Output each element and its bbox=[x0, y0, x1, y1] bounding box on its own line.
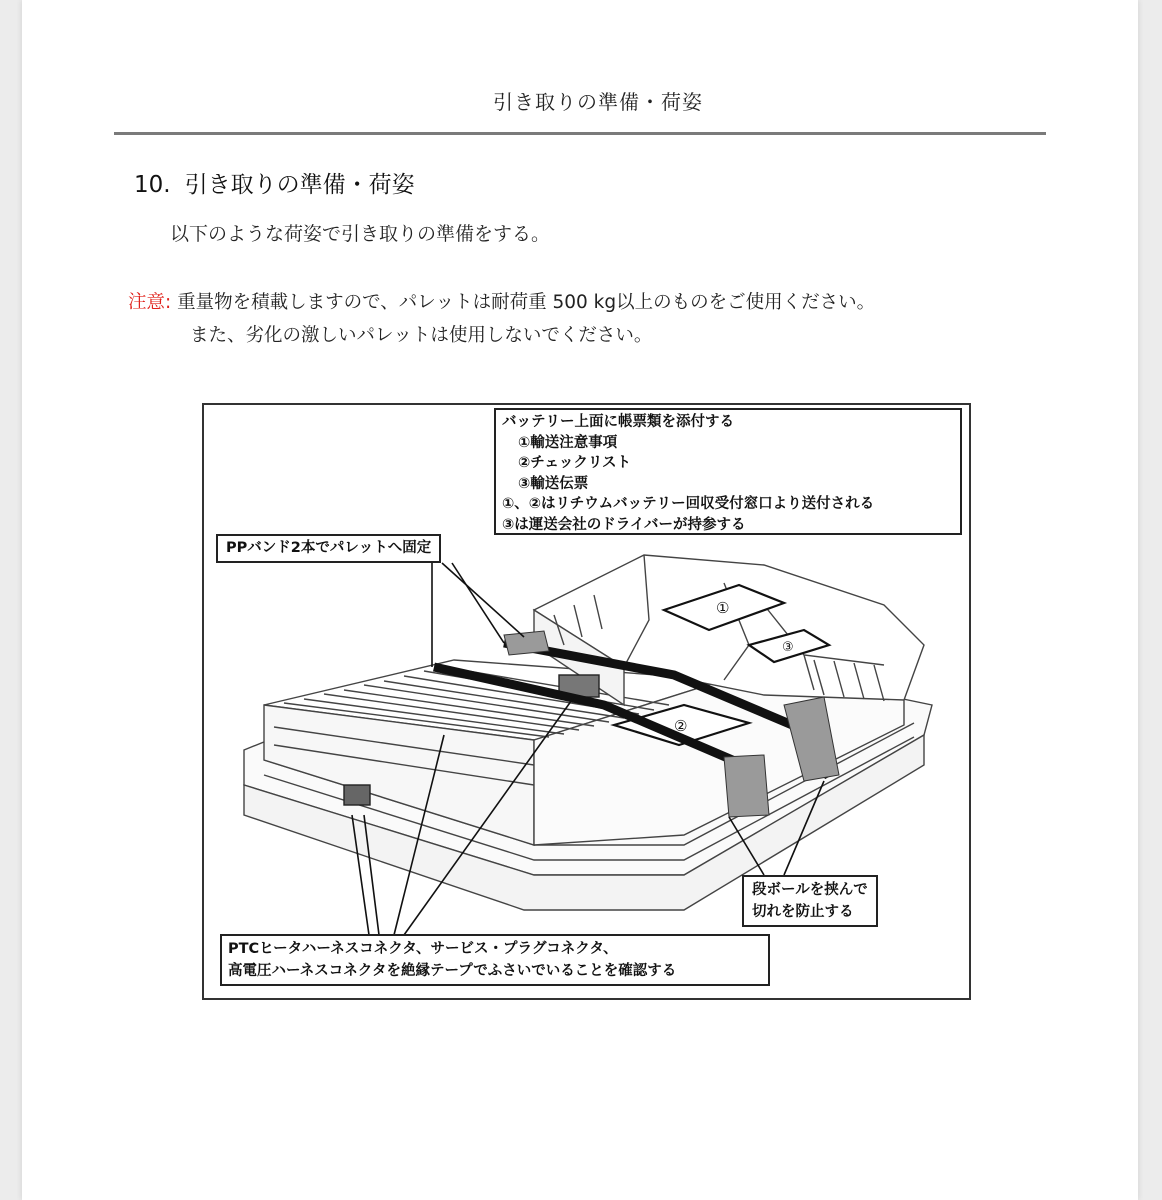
documents-note-2: ③は運送会社のドライバーが持参する bbox=[502, 516, 746, 533]
documents-callout-title: バッテリー上面に帳票類を添付する bbox=[502, 414, 734, 430]
doc-label-3: ③ bbox=[782, 640, 794, 655]
connector-callout bbox=[220, 934, 770, 986]
caution-note bbox=[128, 286, 875, 352]
doc-label-2: ② bbox=[674, 717, 688, 735]
connector-callout-line-1: PTCヒータハーネスコネクタ、サービス・プラグコネクタ、 bbox=[228, 941, 618, 957]
documents-callout bbox=[494, 408, 962, 535]
cardboard-callout-line-1: 段ボールを挟んで bbox=[752, 882, 868, 898]
cardboard-callout bbox=[742, 875, 878, 927]
running-header: 引き取りの準備・荷姿 bbox=[493, 90, 703, 114]
section-number: 10. bbox=[134, 172, 171, 198]
caution-label: 注意: bbox=[128, 292, 172, 313]
document-page bbox=[22, 0, 1138, 1200]
documents-item-3: ③輸送伝票 bbox=[518, 475, 589, 492]
battery-packing-figure bbox=[202, 403, 971, 1000]
documents-note-1: ①、②はリチウムバッテリー回収受付窓口より送付される bbox=[502, 496, 875, 512]
documents-item-1: ①輸送注意事項 bbox=[518, 434, 618, 451]
connector-callout-line-2: 高電圧ハーネスコネクタを絶縁テープでふさいでいることを確認する bbox=[228, 963, 677, 979]
header-divider bbox=[114, 132, 1046, 135]
pp-band-callout: PPバンド2本でパレットへ固定 bbox=[216, 534, 441, 563]
cardboard-callout-line-2: 切れを防止する bbox=[752, 904, 854, 920]
intro-text: 以下のような荷姿で引き取りの準備をする。 bbox=[170, 223, 551, 245]
section-title-text: 引き取りの準備・荷姿 bbox=[184, 172, 415, 198]
doc-label-1: ① bbox=[716, 599, 730, 617]
caution-line-1: 重量物を積載しますので、パレットは耐荷重 500 kg以上のものをご使用ください。 bbox=[177, 292, 876, 313]
documents-item-2: ②チェックリスト bbox=[518, 455, 632, 471]
caution-line-2: また、劣化の激しいパレットは使用しないでください。 bbox=[190, 325, 653, 346]
section-title bbox=[134, 166, 415, 199]
